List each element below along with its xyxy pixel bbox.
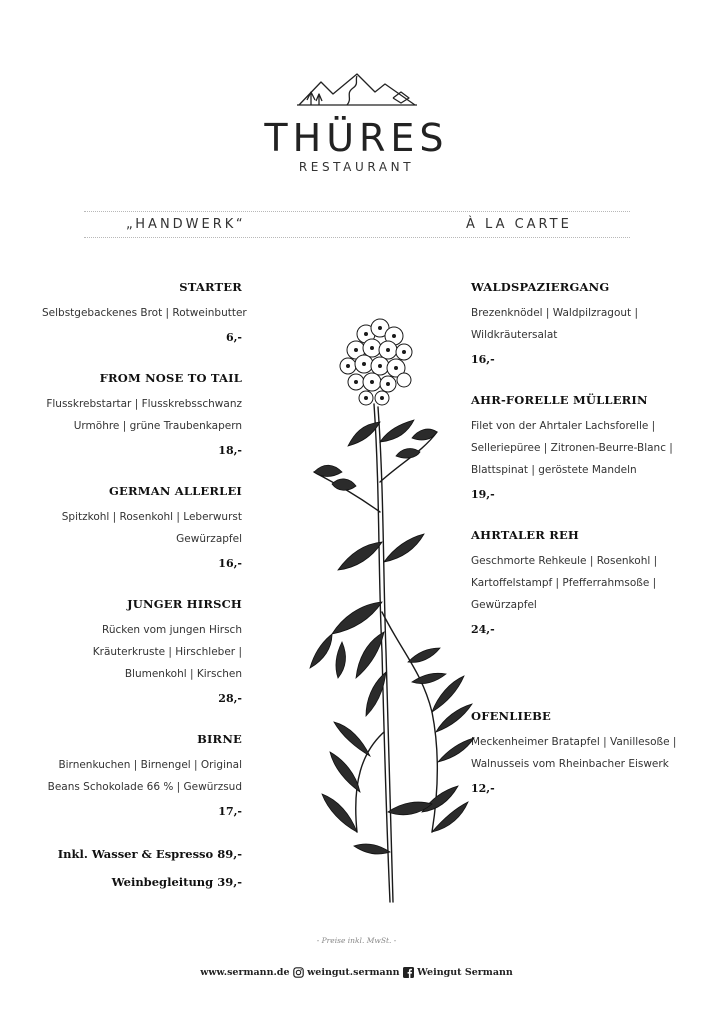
dish-description: Spitzkohl | Rosenkohl | Leberwurst <box>61 511 242 523</box>
menu-item <box>471 393 701 502</box>
mountain-logo-icon <box>297 72 417 108</box>
handwerk-menu <box>42 280 247 889</box>
menu-item <box>471 280 701 367</box>
dish-title: GERMAN ALLERLEI <box>109 484 242 498</box>
dish-description: Rücken vom jungen Hirsch <box>102 624 242 636</box>
menu-item <box>471 709 701 796</box>
dish-price: 28,- <box>218 692 242 705</box>
instagram-icon <box>293 967 304 978</box>
dish-title: AHRTALER REH <box>471 528 579 542</box>
dish-price: 19,- <box>471 488 495 501</box>
dish-description: Selbstgebackenes Brot | Rotweinbutter <box>42 307 247 319</box>
dish-price: 16,- <box>218 557 242 570</box>
dish-price: 17,- <box>218 805 242 818</box>
wildflower-illustration-icon <box>262 312 482 912</box>
menu-item <box>42 280 247 345</box>
dish-description: Urmöhre | grüne Traubenkapern <box>73 420 242 432</box>
menu-item <box>42 371 242 458</box>
website-link[interactable]: www.sermann.de <box>200 967 290 978</box>
dish-description: Kartoffelstampf | Pfefferrahmsoße | <box>471 577 657 589</box>
dish-description: Walnusseis vom Rheinbacher Eiswerk <box>471 758 669 770</box>
dish-description: Blumenkohl | Kirschen <box>124 668 242 680</box>
dish-description: Wildkräutersalat <box>471 329 558 341</box>
instagram-handle[interactable]: weingut.sermann <box>307 967 400 978</box>
facebook-page[interactable]: Weingut Sermann <box>417 967 513 978</box>
dish-title: OFENLIEBE <box>471 709 551 723</box>
dish-title: BIRNE <box>197 732 242 746</box>
menu-package-price: Inkl. Wasser & Espresso 89,- <box>57 847 242 861</box>
dish-description: Meckenheimer Bratapfel | Vanillesoße | <box>471 736 677 748</box>
dish-price: 18,- <box>218 444 242 457</box>
brand-name: THÜRES <box>264 116 449 160</box>
wine-pairing-price: Weinbegleitung 39,- <box>111 875 242 889</box>
dish-description: Selleriepüree | Zitronen-Beurre-Blanc | <box>471 442 673 454</box>
divider-bottom <box>84 237 630 238</box>
facebook-icon <box>403 967 414 978</box>
dish-price: 24,- <box>471 623 495 636</box>
dish-description: Gewürzapfel <box>176 533 242 545</box>
dish-description: Brezenknödel | Waldpilzragout | <box>471 307 639 319</box>
dish-description: Flusskrebstartar | Flusskrebsschwanz <box>46 398 242 410</box>
dish-description: Filet von der Ahrtaler Lachsforelle | <box>471 420 656 432</box>
dish-description: Beans Schokolade 66 % | Gewürzsud <box>47 781 242 793</box>
dish-description: Blattspinat | geröstete Mandeln <box>471 464 637 476</box>
menu-item <box>42 484 242 571</box>
brand-subtitle: RESTAURANT <box>298 160 415 174</box>
divider-top <box>84 211 630 212</box>
section-heading-handwerk: „HANDWERK“ <box>126 217 246 232</box>
dish-description: Geschmorte Rehkeule | Rosenkohl | <box>471 555 658 567</box>
dish-description: Kräuterkruste | Hirschleber | <box>92 646 242 658</box>
price-note: - Preise inkl. MwSt. - <box>316 936 397 945</box>
dish-title: WALDSPAZIERGANG <box>471 280 610 294</box>
restaurant-logo <box>0 72 713 174</box>
menu-item <box>42 732 242 819</box>
dish-title: FROM NOSE TO TAIL <box>99 371 242 385</box>
menu-item <box>42 597 242 706</box>
a-la-carte-menu <box>471 280 701 796</box>
dish-title: AHR-FORELLE MÜLLERIN <box>471 393 648 407</box>
dish-price: 6,- <box>225 331 242 344</box>
dish-price: 12,- <box>471 782 495 795</box>
dish-price: 16,- <box>471 353 495 366</box>
dish-description: Gewürzapfel <box>471 599 537 611</box>
footer-contacts <box>0 967 713 978</box>
dish-title: JUNGER HIRSCH <box>127 597 242 611</box>
dish-title: STARTER <box>179 280 242 294</box>
section-heading-a-la-carte: À LA CARTE <box>466 217 572 232</box>
menu-item <box>471 528 701 637</box>
dish-description: Birnenkuchen | Birnengel | Original <box>58 759 242 771</box>
